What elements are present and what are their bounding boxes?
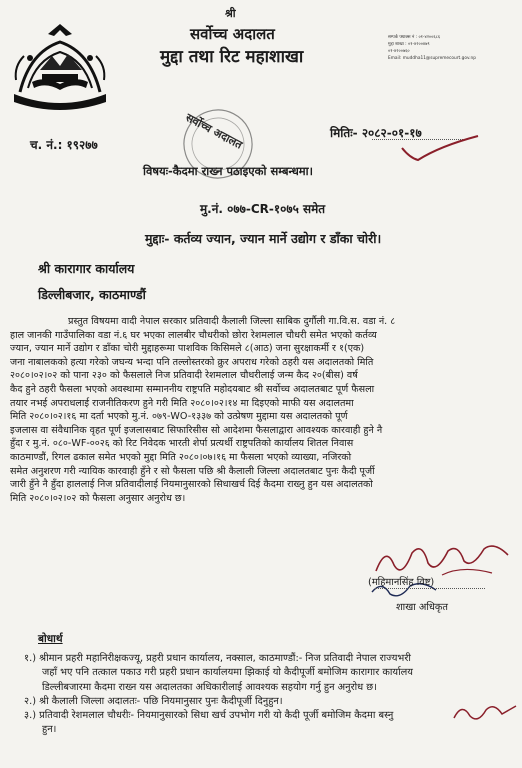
cc-list <box>24 652 518 738</box>
body-line: मिति २०८०।०२।१६ मा दर्ता भएको मु.नं. ०७९-WO-१३३७ को उत्प्रेषण मुद्दामा यस अदालतको पूर्ण <box>10 411 348 423</box>
division-name: मुद्दा तथा रिट महाशाखा <box>160 47 304 67</box>
contact-block <box>388 34 518 62</box>
reg-number: च. नं.: १९२७७ <box>30 138 98 152</box>
body-line: मिति २०८०।०२।०२ को फैसला अनुसार अनुरोध छ। <box>10 492 186 504</box>
recipient-office: श्री कारागार कार्यालय <box>38 261 135 276</box>
case-topic: मुद्दाः- कर्तव्य ज्यान, ज्यान मार्ने उद्योग र डाँका चोरी। <box>145 231 382 246</box>
body-line: कैद हुने ठहरी फैसला भएको अवस्थामा सम्माननीय राष्ट्रपति महोदयबाट श्री सर्वोच्च अदालतबाट पूर्ण फैसला <box>10 383 375 395</box>
subject-line: विषयः-कैदमा राख्न पठाइएको सम्बन्धमा। <box>143 164 314 178</box>
body-line: प्रस्तुत विषयमा वादी नेपाल सरकार प्रतिवादी कैलाली जिल्ला साबिक दुर्गौली गा.वि.स. वडा नं. ८ <box>68 316 396 327</box>
body-line: काठमाण्डौं, रिगल ढकाल समेत भएको मुद्दा मिति २०८०।०७।१६ मा फैसला भएको व्याख्या, नजिरको <box>10 451 352 463</box>
body-line: हुँदा र मु.नं. ०८०-WF-००२६ को रिट निवेदक भारती शेर्पा प्रत्यर्थी राष्ट्रपतिको कार्यालय शितल निवास <box>10 438 354 450</box>
signatory-name: (महिमानसिंह विष्ट) <box>368 577 435 588</box>
body-line: इजलास वा संवैधानिक वृहत पूर्ण इजलासबाट सिफारिसीस सो आदेशमा फैसलाद्वारा आवश्यक कारवाही हुने नै <box>10 424 383 436</box>
cc-item-line: १.) श्रीमान प्रहरी महानिरीक्षकज्यू, प्रहरी प्रधान कार्यालय, नक्साल, काठमाण्डौं:- निज प्रतिवादी नेपाल राज्यभरी <box>24 653 411 664</box>
contact-line: Email: muddha11@supremecourt.gov.np <box>388 56 476 61</box>
body-line: जना नाबालकको हत्या गरेको जघन्य भन्दा पनि तल्लोस्तरको क्रुर अपराध गरेको ठहरी यस अदालतको मिति <box>10 356 374 368</box>
letter-date: मितिः- २०८२-०१-१७ <box>330 126 422 140</box>
recipient-address: डिल्लीबजार, काठमाण्डौं <box>38 287 146 302</box>
body-line: जारी हुँने नै हुँदा हाललाई निज प्रतिवादीलाई नियमानुसारको सिधाखर्च दिई कैदमा राख्नु हुन यस अदालतको <box>10 479 373 491</box>
letter-body <box>10 315 515 505</box>
body-line: २०८०।०२।०२ को पाना २३० को फैसलाले निज प्रतिवादी रेशमलाल चौधरीलाई जन्म कैद २०(बीस) वर्ष <box>10 370 358 382</box>
cc-item-line: हुन। <box>42 724 57 736</box>
case-number: मु.नं. ०७७-CR-१०७५ समेत <box>200 202 326 216</box>
header-shri: श्री <box>225 7 236 20</box>
body-line: हाल जानकी गाउँपालिका वडा नं.६ घर भएका लालबीर चौधरीको छोरा रेशमलाल चौधरी समेत भएको कर्तव्य <box>10 329 377 341</box>
nepal-emblem-icon <box>10 22 110 110</box>
contact-line: ०१-४२००७६० <box>388 49 410 54</box>
cc-heading: बोधार्थ <box>38 633 63 645</box>
body-line: समेत अनुशरण गरी न्यायिक कारवाही हुँने र सो फैसला पछि श्री कैलाली जिल्ला अदालतबाट पुनः कैदी पूर्जी <box>10 465 375 477</box>
court-name: सर्वोच्च अदालत <box>190 25 275 43</box>
signatory-post: शाखा अधिकृत <box>396 602 449 613</box>
cc-item-line: ३.) प्रतिवादी रेशमलाल चौधरीः- नियमानुसारको सिधा खर्च उपभोग गरी यो कैदी पूर्जी बमोजिम कैदमा बस्नु <box>24 710 394 722</box>
contact-line: सम्पर्क फ्याक्स नं : ०१-४२००६८६ <box>388 35 441 40</box>
signature-mark-icon <box>450 698 520 728</box>
body-line: तयार नभई अपराधलाई राजनीतिकरण हुने गरी मिति २०८०।०२।१४ मा दिइएको माफी यस अदालतमा <box>10 397 354 409</box>
contact-line: मुद्दा शाखा : ०१-४२००४७९ <box>388 42 430 47</box>
stamp-label: सर्वोच्च अदालत <box>183 110 245 152</box>
cc-item-line: २.) श्री कैलाली जिल्ला अदालतः- पछि नियमानुसार पुनः कैदीपूर्जी दिनुहुन। <box>24 695 283 707</box>
cc-item-line: डिल्लीबजारमा कैदमा राख्न यस अदालतका अधिकारीलाई आवश्यक सहयोग गर्नु हुन अनुरोध छ। <box>42 681 377 693</box>
body-line: ज्यान, ज्यान मार्ने उद्योग र डाँका चोरी मुद्दाहरूमा पाशविक किसिमले ८(आठ) जना सुरक्षाकर्मी र १(एक) <box>10 343 365 355</box>
check-mark-icon <box>400 134 480 164</box>
cc-item-line: जहाँ भए पनि तत्काल पकाउ गरी प्रहरी प्रधान कार्यालयमा झिकाई यो कैदीपूर्जी बमोजिम कारागार कार्यालय <box>42 667 413 679</box>
signature-line <box>375 588 485 589</box>
court-stamp-icon <box>168 94 269 195</box>
